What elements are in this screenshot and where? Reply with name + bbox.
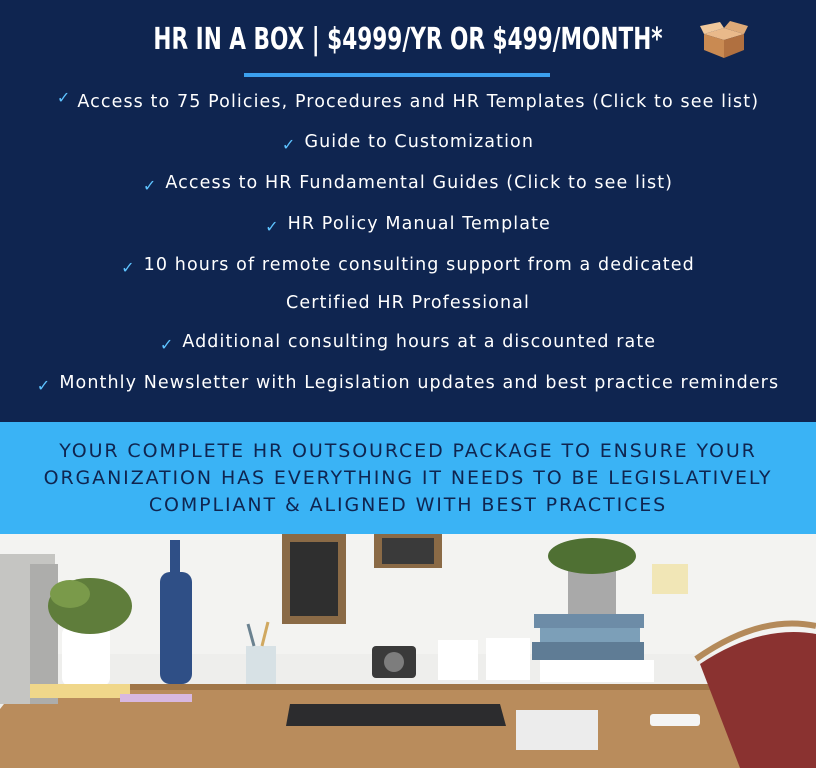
feature-item-customization (0, 130, 816, 154)
checkmark-icon: ✓ (281, 135, 297, 154)
checkmark-icon: ✓ (36, 376, 52, 395)
page-title (114, 16, 702, 64)
checkmark-icon: ✓ (121, 258, 136, 277)
feature-label: Certified HR Professional (286, 293, 530, 313)
feature-label: Access to 75 Policies, Procedures and HR Templates (Click to see list) (77, 92, 760, 112)
cardboard-box-icon (700, 20, 748, 60)
checkmark-icon: ✓ (142, 176, 158, 195)
banner-line: ORGANIZATION HAS EVERYTHING IT NEEDS TO BE LEGISLATIVELY (43, 467, 773, 489)
feature-item-policies[interactable] (0, 90, 816, 114)
feature-item-newsletter (0, 371, 816, 395)
feature-label: Additional consulting hours at a discounted rate (182, 332, 657, 352)
feature-item-additional-hours (0, 330, 816, 354)
feature-label: 10 hours of remote consulting support from a dedicated (143, 255, 695, 275)
feature-item-manual-template (0, 212, 816, 236)
feature-item-remote-consulting (0, 253, 816, 277)
feature-label: Access to HR Fundamental Guides (Click to see list) (165, 173, 674, 193)
title-text: HR IN A BOX | $4999/YR OR $499/MONTH* (153, 22, 663, 57)
feature-item-fundamental-guides[interactable] (0, 171, 816, 195)
feature-label: Guide to Customization (304, 132, 535, 152)
checkmark-icon: ✓ (265, 217, 280, 236)
office-desk-photo (0, 534, 816, 768)
banner-line: YOUR COMPLETE HR OUTSOURCED PACKAGE TO ENSURE YOUR (59, 440, 757, 462)
feature-label: Monthly Newsletter with Legislation updates and best practice reminders (59, 373, 780, 393)
checkmark-icon: ✓ (56, 88, 72, 107)
title-underline (244, 73, 550, 77)
feature-label: HR Policy Manual Template (287, 214, 551, 234)
package-banner (0, 422, 816, 534)
checkmark-icon: ✓ (159, 335, 175, 354)
feature-item-remote-consulting-cont (0, 291, 816, 315)
banner-line: COMPLIANT & ALIGNED WITH BEST PRACTICES (148, 494, 668, 516)
